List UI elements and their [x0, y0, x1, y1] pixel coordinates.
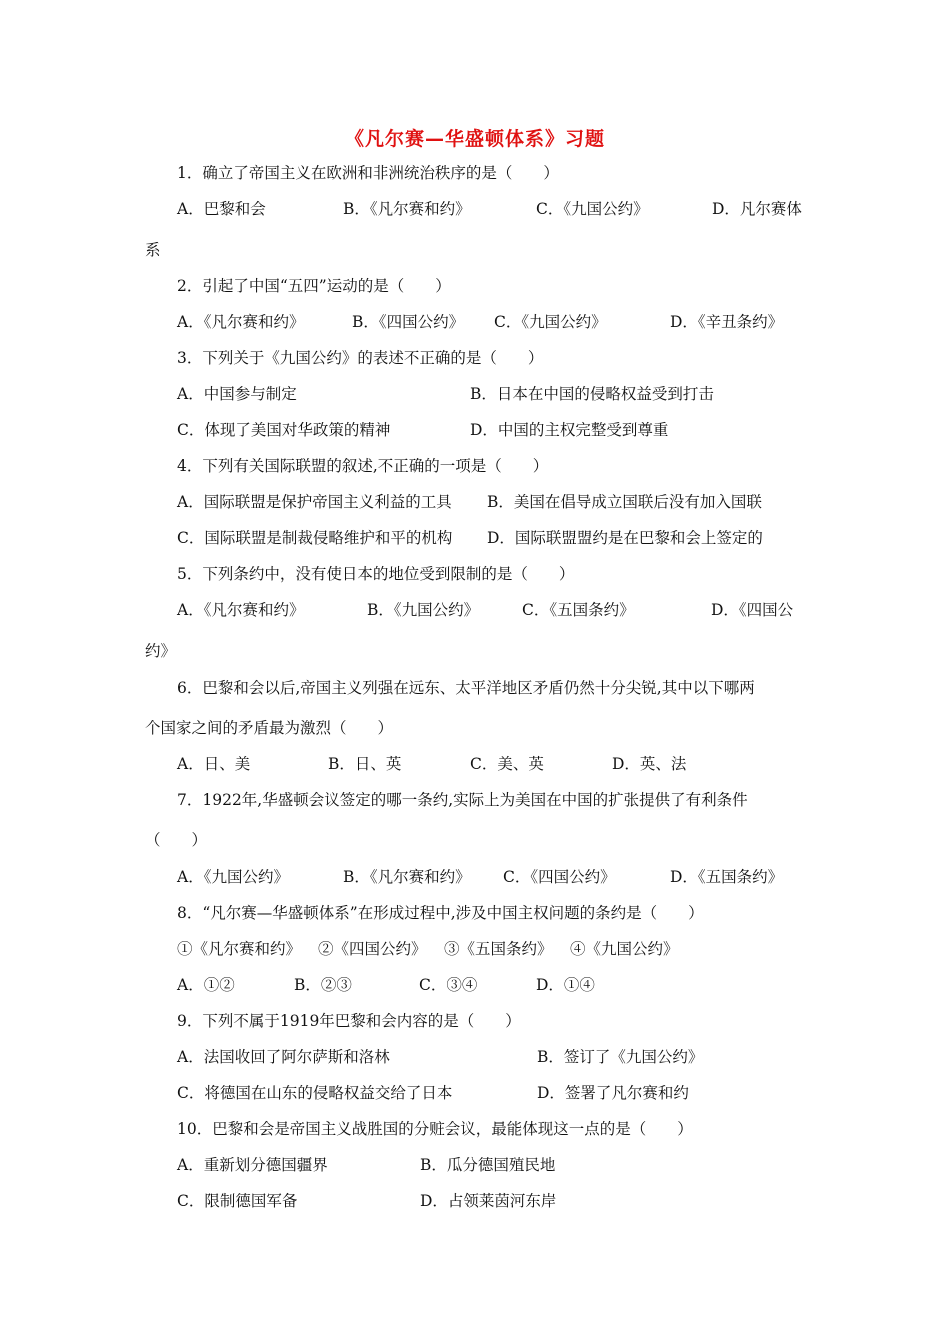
- option-2d: D．《辛丑条约》: [670, 313, 784, 331]
- item-8-1: ①《凡尔赛和约》: [177, 940, 302, 958]
- option-5c: C．《五国条约》: [522, 601, 635, 619]
- option-10d: D．占领莱茵河东岸: [420, 1192, 557, 1210]
- option-10c: C．限制德国军备: [177, 1192, 298, 1210]
- option-2a: A．《凡尔赛和约》: [177, 313, 305, 331]
- option-3a: A．中国参与制定: [177, 385, 297, 403]
- option-7c: C．《四国公约》: [503, 868, 616, 886]
- option-3c: C．体现了美国对华政策的精神: [177, 421, 391, 439]
- question-4-stem: 4．下列有关国际联盟的叙述,不正确的一项是（ ）: [177, 457, 549, 475]
- option-6c: C．美、英: [470, 755, 544, 773]
- option-3b: B．日本在中国的侵略权益受到打击: [470, 385, 714, 403]
- question-2-stem: 2．引起了中国“五四”运动的是（ ）: [177, 277, 451, 295]
- question-1-stem: 1．确立了帝国主义在欧洲和非洲统治秩序的是（ ）: [177, 164, 559, 182]
- option-8b: B．②③: [294, 976, 352, 994]
- item-8-4: ④《九国公约》: [570, 940, 679, 958]
- option-6a: A．日、美: [177, 755, 251, 773]
- question-7-stem-wrap: （ ）: [145, 831, 208, 849]
- option-7b: B．《凡尔赛和约》: [343, 868, 471, 886]
- option-5b: B．《九国公约》: [367, 601, 480, 619]
- question-6-stem-wrap: 个国家之间的矛盾最为激烈（ ）: [145, 719, 394, 737]
- option-5d: D．《四国公: [711, 601, 794, 619]
- option-9c: C．将德国在山东的侵略权益交给了日本: [177, 1084, 453, 1102]
- option-1d: D．凡尔赛体: [712, 200, 802, 218]
- option-5d-wrap: 约》: [145, 642, 177, 660]
- option-9b: B．签订了《九国公约》: [537, 1048, 704, 1066]
- option-4b: B．美国在倡导成立国联后没有加入国联: [487, 493, 762, 511]
- question-6-stem: 6．巴黎和会以后,帝国主义列强在远东、太平洋地区矛盾仍然十分尖锐,其中以下哪两: [177, 679, 755, 697]
- option-8c: C．③④: [419, 976, 478, 994]
- option-2b: B．《四国公约》: [352, 313, 465, 331]
- item-8-3: ③《五国条约》: [444, 940, 553, 958]
- question-3-stem: 3．下列关于《九国公约》的表述不正确的是（ ）: [177, 349, 544, 367]
- option-1a: A．巴黎和会: [177, 200, 266, 218]
- question-10-stem: 10．巴黎和会是帝国主义战胜国的分赃会议，最能体现这一点的是（ ）: [177, 1120, 693, 1138]
- option-2c: C．《九国公约》: [494, 313, 607, 331]
- option-1b: B．《凡尔赛和约》: [343, 200, 471, 218]
- option-6d: D．英、法: [612, 755, 687, 773]
- page-title: 《凡尔赛—华盛顿体系》习题: [344, 128, 605, 150]
- option-7a: A．《九国公约》: [177, 868, 289, 886]
- option-8a: A．①②: [177, 976, 235, 994]
- option-10a: A．重新划分德国疆界: [177, 1156, 328, 1174]
- question-7-stem: 7．1922年,华盛顿会议签定的哪一条约,实际上为美国在中国的扩张提供了有利条件: [177, 791, 748, 809]
- option-4d: D．国际联盟盟约是在巴黎和会上签定的: [487, 529, 763, 547]
- question-9-stem: 9．下列不属于1919年巴黎和会内容的是（ ）: [177, 1012, 521, 1030]
- question-5-stem: 5．下列条约中，没有使日本的地位受到限制的是（ ）: [177, 565, 575, 583]
- option-9d: D．签署了凡尔赛和约: [537, 1084, 689, 1102]
- option-10b: B．瓜分德国殖民地: [420, 1156, 556, 1174]
- option-4a: A．国际联盟是保护帝国主义利益的工具: [177, 493, 452, 511]
- option-6b: B．日、英: [328, 755, 402, 773]
- option-7d: D．《五国条约》: [670, 868, 784, 886]
- item-8-2: ②《四国公约》: [318, 940, 427, 958]
- option-9a: A．法国收回了阿尔萨斯和洛林: [177, 1048, 390, 1066]
- option-4c: C．国际联盟是制裁侵略维护和平的机构: [177, 529, 453, 547]
- option-8d: D．①④: [536, 976, 595, 994]
- option-5a: A．《凡尔赛和约》: [177, 601, 305, 619]
- option-1d-wrap: 系: [145, 241, 161, 259]
- option-1c: C．《九国公约》: [536, 200, 649, 218]
- question-8-stem: 8．“凡尔赛—华盛顿体系”在形成过程中,涉及中国主权问题的条约是（ ）: [177, 904, 704, 922]
- option-3d: D．中国的主权完整受到尊重: [470, 421, 669, 439]
